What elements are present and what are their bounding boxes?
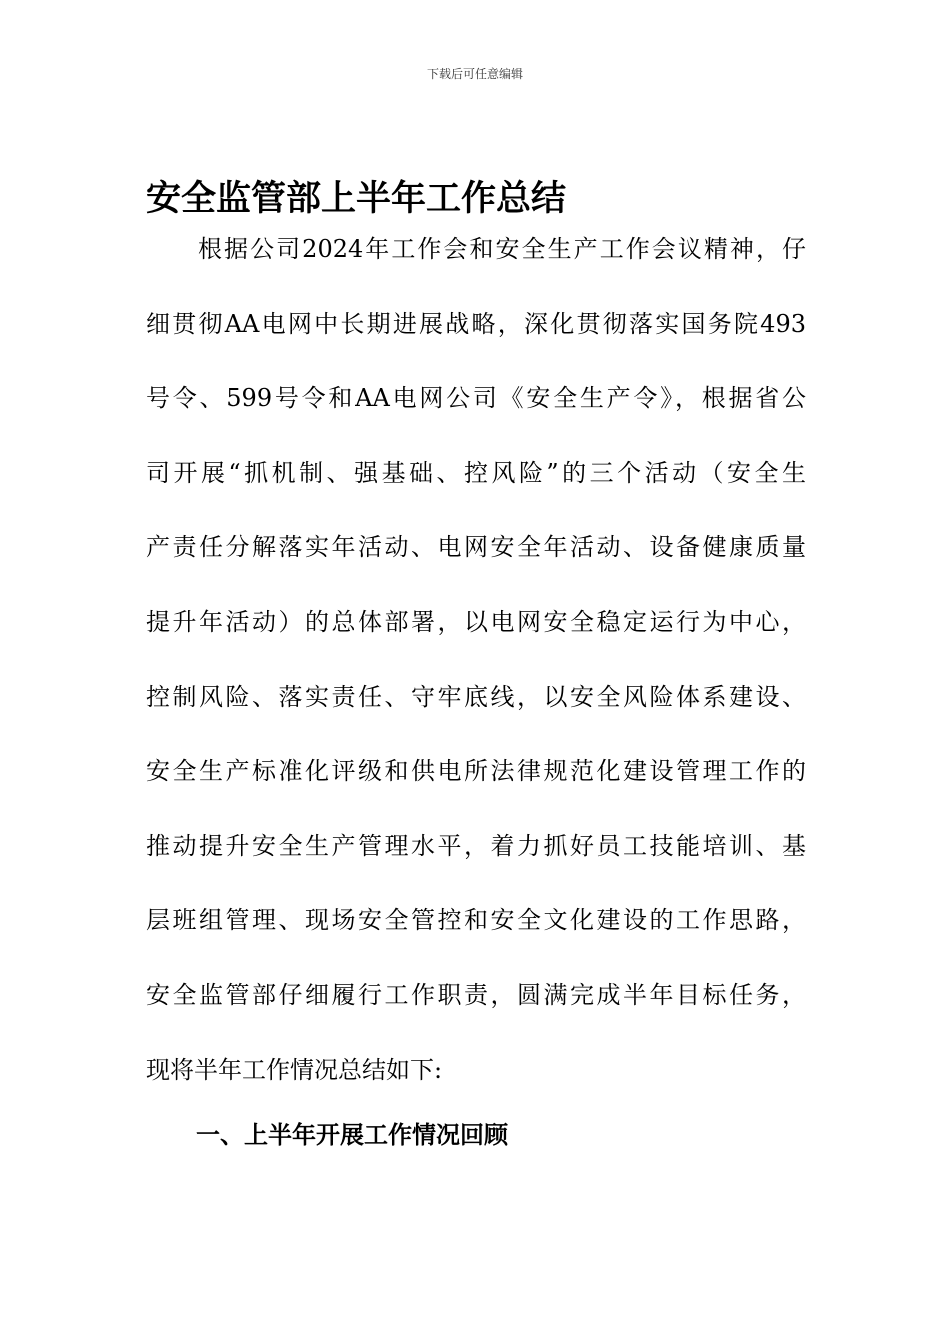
- body-line: 现将半年工作情况总结如下:: [146, 1055, 443, 1084]
- document-title: 安全监管部上半年工作总结: [146, 178, 567, 219]
- page-header-note: 下载后可任意编辑: [426, 67, 523, 81]
- body-line: 提升年活动）的总体部署，以电网安全稳定运行为中心，: [146, 607, 806, 636]
- body-line: 根据公司2024年工作会和安全生产工作会议精神，仔: [198, 235, 806, 263]
- section-heading: 一、上半年开展工作情况回顾: [196, 1121, 508, 1149]
- body-line: 细贯彻AA电网中长期进展战略，深化贯彻落实国务院493: [146, 309, 806, 338]
- body-line: 控制风险、落实责任、守牢底线，以安全风险体系建设、: [146, 682, 806, 711]
- body-line: 层班组管理、现场安全管控和安全文化建设的工作思路，: [146, 906, 806, 935]
- body-line: 产责任分解落实年活动、电网安全年活动、设备健康质量: [146, 533, 806, 562]
- body-paragraph: [146, 227, 806, 1122]
- body-line: 号令、599号令和AA电网公司《安全生产令》，根据省公: [146, 384, 806, 413]
- body-line: 推动提升安全生产管理水平，着力抓好员工技能培训、基: [146, 831, 806, 860]
- body-line: 司开展“抓机制、强基础、控风险”的三个活动（安全生: [146, 458, 806, 487]
- body-line: 安全生产标准化评级和供电所法律规范化建设管理工作的: [146, 757, 806, 786]
- body-line: 安全监管部仔细履行工作职责，圆满完成半年目标任务，: [146, 980, 806, 1009]
